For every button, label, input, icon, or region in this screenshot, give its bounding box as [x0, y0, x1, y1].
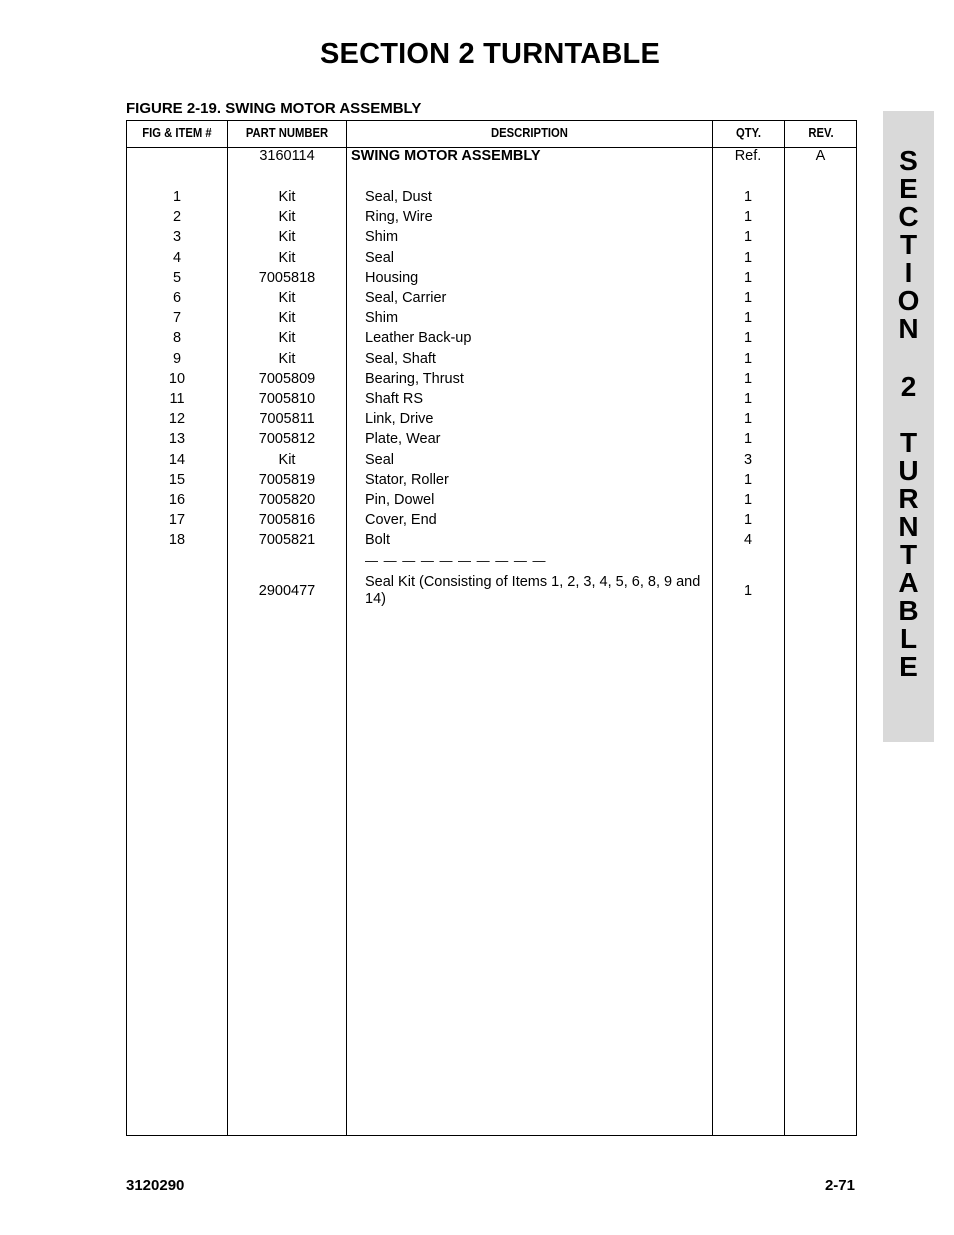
part-number: 7005818 — [258, 269, 316, 286]
part-description: Ring, Wire — [365, 209, 433, 226]
part-description: Pin, Dowel — [365, 492, 435, 508]
side-tab-letter: T — [899, 539, 918, 570]
part-number: Kit — [278, 310, 296, 327]
document-number: 3120290 — [126, 1177, 185, 1194]
item-number: 11 — [169, 391, 185, 407]
part-description: Plate, Wear — [365, 431, 441, 448]
item-number: 3 — [172, 229, 182, 246]
table-row — [127, 227, 856, 247]
table-row — [127, 248, 856, 268]
table-row — [127, 308, 856, 328]
part-qty: 1 — [743, 209, 753, 226]
table-row — [127, 328, 856, 348]
item-number: 17 — [168, 512, 186, 529]
table-row — [127, 510, 856, 530]
item-number: 2 — [172, 209, 182, 226]
side-tab-letter: C — [898, 201, 919, 232]
part-description: Shim — [365, 310, 399, 327]
separator-dashes: — — — — — — — — — — — [365, 553, 547, 568]
part-qty: 1 — [743, 249, 753, 266]
parts-table — [126, 120, 857, 1136]
part-number: Kit — [278, 209, 296, 226]
side-tab-letter: 2 — [900, 371, 917, 402]
part-qty: 3 — [743, 451, 753, 468]
item-number: 8 — [172, 330, 182, 347]
item-number: 1 — [172, 189, 182, 205]
kit-qty: 1 — [743, 583, 753, 599]
assembly-rev: A — [815, 148, 826, 164]
part-description: Seal, Carrier — [365, 290, 447, 306]
kit-description: Seal Kit (Consisting of Items 1, 2, 3, 4, 5, 6, 8, 9 and 14) — [365, 574, 701, 607]
side-tab-letter: T — [899, 427, 918, 458]
part-number: Kit — [278, 290, 296, 306]
part-qty: 1 — [743, 310, 753, 327]
item-number: 5 — [172, 269, 182, 286]
table-row — [127, 207, 856, 227]
side-tab-letter: T — [899, 229, 918, 260]
part-qty: 1 — [743, 269, 753, 286]
kit-row — [127, 574, 856, 621]
header-rev: REV. — [808, 126, 834, 140]
assembly-part-number: 3160114 — [259, 148, 315, 164]
item-number: 7 — [172, 310, 182, 327]
table-row — [127, 268, 856, 288]
section-title: SECTION 2 TURNTABLE — [320, 38, 660, 70]
table-row — [127, 450, 856, 470]
header-item: FIG & ITEM # — [142, 126, 212, 140]
part-description: Bolt — [365, 532, 390, 549]
part-number: 7005816 — [258, 512, 316, 529]
part-number: 7005821 — [258, 532, 316, 549]
side-tab-letter: E — [899, 173, 918, 204]
side-tab-letter: S — [899, 145, 918, 176]
part-description: Seal — [365, 451, 395, 468]
table-row — [127, 530, 856, 550]
table-row — [127, 288, 856, 308]
header-description: DESCRIPTION — [491, 126, 568, 140]
table-row — [127, 490, 856, 510]
part-description: Link, Drive — [365, 411, 434, 428]
assembly-row — [127, 146, 856, 166]
table-row — [127, 470, 856, 490]
item-number: 12 — [168, 411, 186, 428]
assembly-qty: Ref. — [734, 148, 762, 164]
part-qty: 1 — [743, 189, 753, 205]
side-tab-letter: N — [898, 313, 919, 344]
side-tab-letter: E — [899, 651, 918, 682]
part-description: Shim — [365, 229, 399, 246]
part-qty: 1 — [743, 492, 753, 508]
side-tab-letter: I — [904, 257, 913, 288]
kit-part-number: 2900477 — [258, 583, 316, 599]
table-row — [127, 369, 856, 389]
part-description: Stator, Roller — [365, 471, 449, 488]
item-number: 9 — [172, 350, 182, 367]
table-row — [127, 409, 856, 429]
assembly-description: SWING MOTOR ASSEMBLY — [351, 148, 541, 164]
part-description: Bearing, Thrust — [365, 370, 464, 387]
table-row — [127, 349, 856, 369]
part-qty: 1 — [743, 431, 753, 448]
item-number: 6 — [172, 290, 182, 306]
part-qty: 1 — [743, 391, 753, 407]
part-number: Kit — [278, 451, 296, 468]
part-qty: 4 — [743, 532, 753, 549]
side-tab-letter: N — [898, 511, 919, 542]
part-description: Seal, Dust — [365, 189, 432, 205]
item-number: 10 — [168, 370, 186, 387]
item-number: 18 — [168, 532, 186, 549]
side-tab-letter: R — [898, 483, 919, 514]
header-qty: QTY. — [735, 126, 762, 140]
figure-title: FIGURE 2-19. SWING MOTOR ASSEMBLY — [126, 100, 422, 117]
side-tab-letter: L — [899, 623, 918, 654]
part-number: 7005820 — [258, 492, 316, 508]
item-number: 14 — [168, 451, 186, 468]
part-number: Kit — [278, 330, 296, 347]
side-tab-letter: B — [898, 595, 919, 626]
part-description: Seal — [365, 249, 395, 266]
item-number: 4 — [172, 249, 182, 266]
part-description: Cover, End — [365, 512, 437, 529]
part-qty: 1 — [743, 471, 753, 488]
part-number: 7005810 — [258, 391, 316, 407]
header-part-number: PART NUMBER — [245, 126, 329, 140]
part-number: 7005819 — [258, 471, 316, 488]
part-qty: 1 — [743, 350, 753, 367]
page-number: 2-71 — [824, 1177, 855, 1194]
part-number: Kit — [278, 189, 296, 205]
part-number: Kit — [278, 249, 296, 266]
part-description: Leather Back-up — [365, 330, 472, 347]
section-side-tab — [883, 111, 934, 742]
part-description: Housing — [365, 269, 419, 286]
table-row — [127, 389, 856, 409]
part-qty: 1 — [743, 330, 753, 347]
side-tab-letter: U — [898, 455, 919, 486]
part-number: 7005811 — [259, 411, 315, 428]
part-number: 7005809 — [258, 370, 316, 387]
part-qty: 1 — [743, 229, 753, 246]
side-tab-letter: A — [898, 567, 919, 598]
part-number: Kit — [278, 350, 296, 367]
table-row — [127, 187, 856, 207]
item-number: 13 — [168, 431, 186, 448]
part-qty: 1 — [743, 290, 753, 306]
part-number: Kit — [278, 229, 296, 246]
part-qty: 1 — [743, 512, 753, 529]
part-qty: 1 — [743, 411, 753, 428]
part-description: Seal, Shaft — [365, 350, 436, 367]
side-tab-letter: O — [897, 285, 920, 316]
part-number: 7005812 — [258, 431, 316, 448]
part-qty: 1 — [743, 370, 753, 387]
item-number: 15 — [168, 471, 186, 488]
item-number: 16 — [168, 492, 186, 508]
part-description: Shaft RS — [365, 391, 424, 407]
table-row — [127, 429, 856, 449]
